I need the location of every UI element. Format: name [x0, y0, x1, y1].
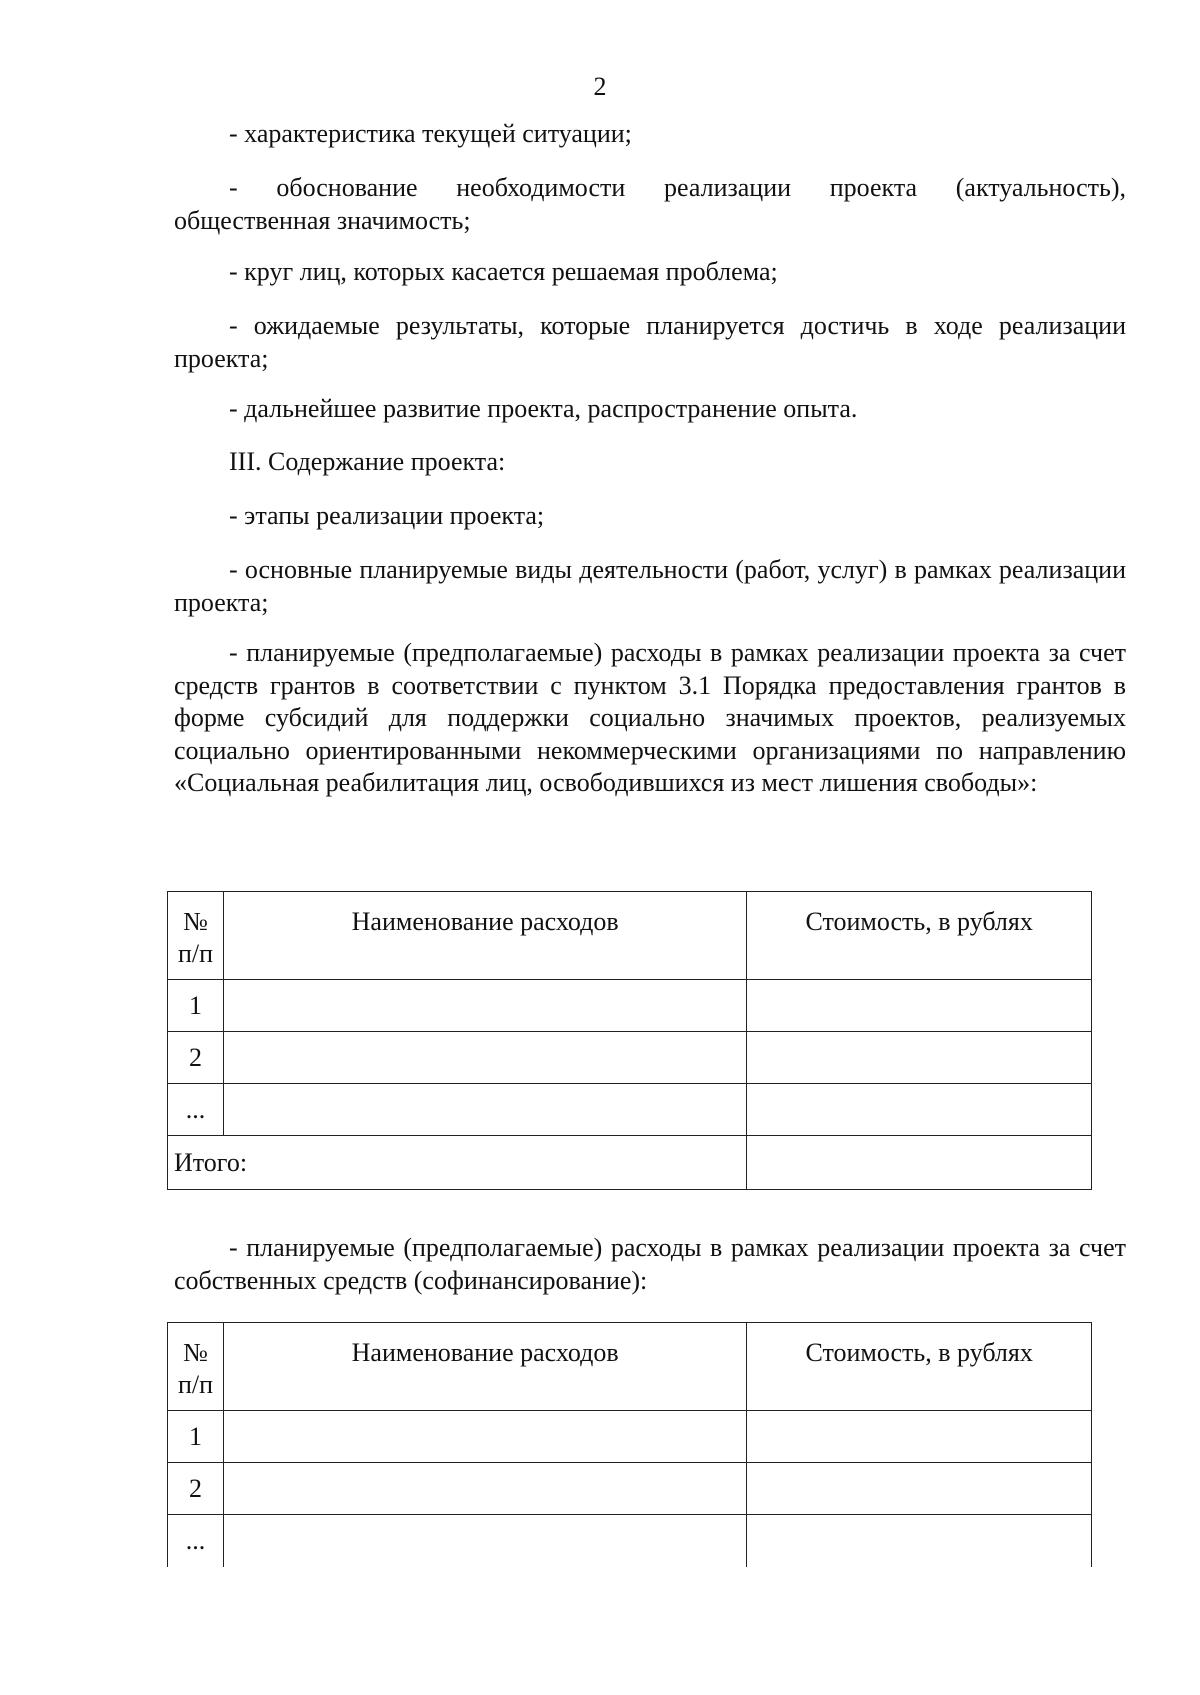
- cost-cell: [747, 980, 1092, 1032]
- paragraph-expected-results: - ожидаемые результаты, которые планируется достичь в ходе реализации проекта;: [174, 311, 1126, 373]
- row-number: ...: [168, 1084, 224, 1136]
- header-cost: Стоимость, в рублях: [747, 892, 1092, 980]
- paragraph-cofinancing: - планируемые (предполагаемые) расходы в рамках реализации проекта за счет собственных средств (софинансирование):: [174, 1233, 1126, 1295]
- row-number: 2: [168, 1463, 224, 1515]
- expense-name-cell: [223, 1463, 746, 1515]
- cost-cell: [747, 1463, 1092, 1515]
- paragraph-grant-expenses: - планируемые (предполагаемые) расходы в рамках реализации проекта за счет средств грантов в соответствии с пунктом 3.1 Порядка предоставления грантов в форме субсидий для поддержки социально значимых проектов, реализуемых социально ориентированными некоммерческими организациями по направлению «Социальная реабилитация лиц, освободившихся из мест лишения свободы»:: [174, 638, 1126, 797]
- header-cost: Стоимость, в рублях: [747, 1323, 1092, 1411]
- cost-cell: [747, 1411, 1092, 1463]
- paragraph-justification: - обоснование необходимости реализации проекта (актуальность), общественная значимость;: [174, 173, 1126, 235]
- table-row: [168, 1084, 1092, 1136]
- page-number: 2: [593, 72, 607, 101]
- expense-name-cell: [223, 980, 746, 1032]
- row-number: 1: [168, 1411, 224, 1463]
- table-row: [168, 1032, 1092, 1084]
- table-row: [168, 1411, 1092, 1463]
- row-number: 2: [168, 1032, 224, 1084]
- header-expense-name: Наименование расходов: [223, 892, 746, 980]
- header-expense-name: Наименование расходов: [223, 1323, 746, 1411]
- expense-name-cell: [223, 1515, 746, 1567]
- table-row: [168, 980, 1092, 1032]
- paragraph-current-situation: - характеристика текущей ситуации;: [229, 119, 632, 148]
- total-label: Итого:: [168, 1136, 747, 1190]
- table-header-row: [168, 1323, 1092, 1411]
- paragraph-main-activities: - основные планируемые виды деятельности (работ, услуг) в рамках реализации проекта;: [174, 555, 1126, 617]
- header-number: № п/п: [168, 892, 224, 980]
- table-row: [168, 1463, 1092, 1515]
- grant-expenses-table: [167, 891, 1092, 1190]
- cost-cell: [747, 1032, 1092, 1084]
- total-cost-cell: [747, 1136, 1092, 1190]
- cost-cell: [747, 1084, 1092, 1136]
- paragraph-further-development: - дальнейшее развитие проекта, распространение опыта.: [229, 394, 858, 423]
- table-row: [168, 1515, 1092, 1567]
- paragraph-project-stages: - этапы реализации проекта;: [229, 501, 545, 530]
- section-heading-project-content: III. Содержание проекта:: [229, 447, 506, 476]
- expense-name-cell: [223, 1084, 746, 1136]
- total-row: [168, 1136, 1092, 1190]
- expense-name-cell: [223, 1032, 746, 1084]
- row-number: ...: [168, 1515, 224, 1567]
- expense-name-cell: [223, 1411, 746, 1463]
- paragraph-target-group: - круг лиц, которых касается решаемая проблема;: [229, 257, 778, 286]
- header-number: № п/п: [168, 1323, 224, 1411]
- cofinancing-expenses-table: [167, 1322, 1092, 1567]
- cost-cell: [747, 1515, 1092, 1567]
- table-header-row: [168, 892, 1092, 980]
- row-number: 1: [168, 980, 224, 1032]
